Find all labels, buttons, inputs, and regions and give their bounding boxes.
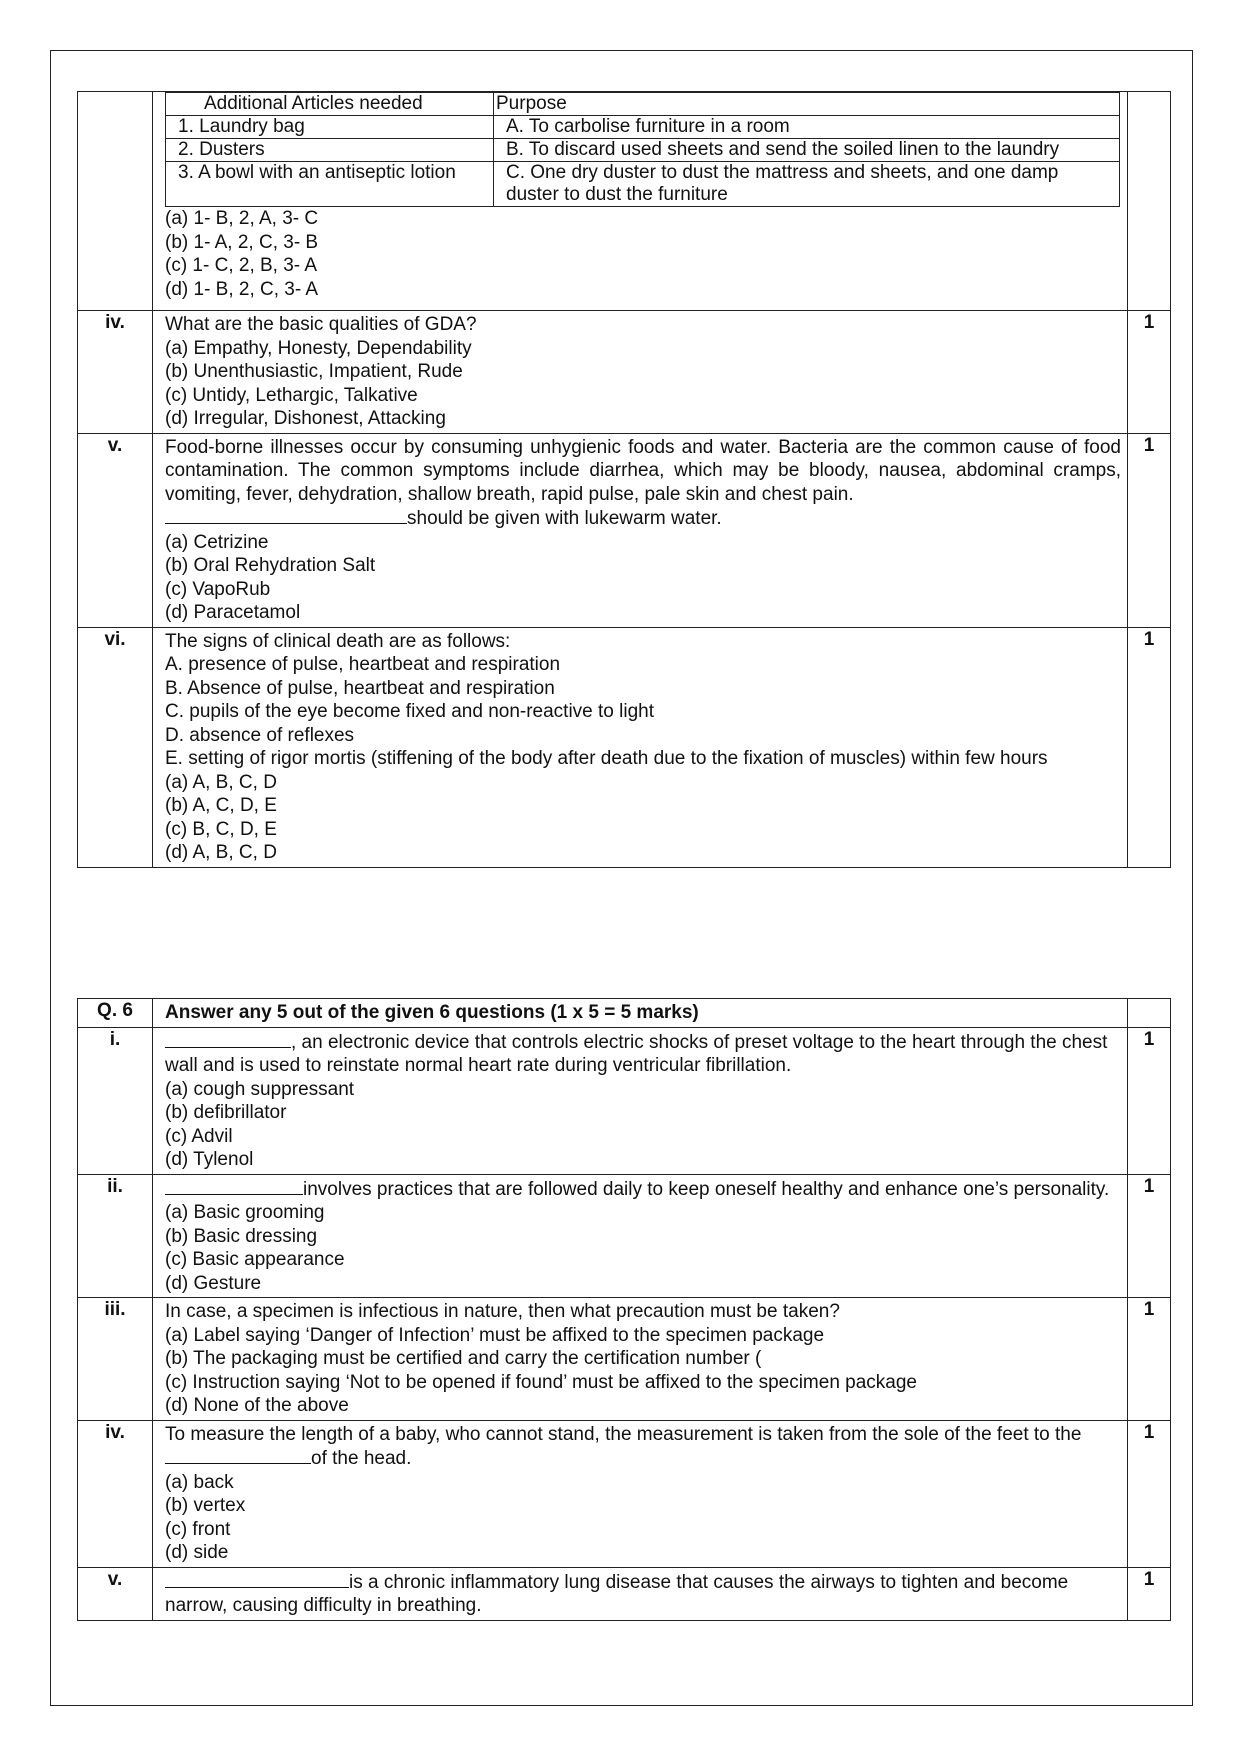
question-text: Food-borne illnesses occur by consuming unhygienic foods and water. Bacteria are the common cause of food contamination. The common symptoms include diarrhea, which may be bloody, nausea, abdominal cramps, vomiting, fever, dehydration, shallow breath, rapid pulse, pale skin and chest pain. xyxy=(165,436,1121,505)
answer-blank xyxy=(165,1446,311,1464)
answer-blank xyxy=(165,1177,303,1195)
statement: C. pupils of the eye become fixed and non-reactive to light xyxy=(165,701,655,722)
fill-in-text: should be given with lukewarm water. xyxy=(407,508,722,529)
marks: 1 xyxy=(1128,1298,1171,1421)
question-row-ii xyxy=(78,1174,1171,1298)
question-row-iv xyxy=(78,1420,1171,1567)
question-row-iv xyxy=(78,311,1171,434)
match-header-articles: Additional Articles needed xyxy=(166,93,494,116)
option: (b) The packaging must be certified and carry the certification number ( xyxy=(165,1348,762,1369)
match-article: 3. A bowl with an antiseptic lotion xyxy=(166,162,494,207)
match-purpose: B. To discard used sheets and send the soiled linen to the laundry xyxy=(494,139,1120,162)
marks: 1 xyxy=(1128,1567,1171,1620)
option: (b) 1- A, 2, C, 3- B xyxy=(165,231,319,253)
question-number: i. xyxy=(78,1027,153,1174)
option: (c) B, C, D, E xyxy=(165,818,277,840)
question-body xyxy=(153,1027,1128,1174)
option: (a) A, B, C, D xyxy=(165,771,277,793)
option: (d) Irregular, Dishonest, Attacking xyxy=(165,408,446,429)
option: (c) front xyxy=(165,1518,231,1540)
question-number: v. xyxy=(78,433,153,627)
option: (d) Paracetamol xyxy=(165,602,301,623)
option: (b) A, C, D, E xyxy=(165,795,277,816)
option: (b) vertex xyxy=(165,1495,246,1516)
question-number: vi. xyxy=(78,627,153,867)
question-row-v xyxy=(78,433,1171,627)
option: (d) Tylenol xyxy=(165,1149,254,1170)
question-number: iv. xyxy=(78,1420,153,1567)
option: (d) side xyxy=(165,1542,229,1563)
option: (a) Label saying ‘Danger of Infection’ must be affixed to the specimen package xyxy=(165,1324,825,1346)
option: (a) Basic grooming xyxy=(165,1202,325,1223)
question-number xyxy=(78,92,153,311)
option: (c) Untidy, Lethargic, Talkative xyxy=(165,384,418,406)
statement: A. presence of pulse, heartbeat and respiration xyxy=(165,654,561,675)
question-text-part: , an electronic device that controls electric shocks of preset voltage to the heart through the chest wall and is used to reinstate normal heart rate during ventricular fibrillation. xyxy=(165,1031,1108,1076)
question-label: Q. 6 xyxy=(78,999,153,1028)
match-row xyxy=(166,162,1120,207)
question-body xyxy=(153,627,1128,867)
question-text: In case, a specimen is infectious in nature, then what precaution must be taken? xyxy=(165,1301,840,1322)
answer-blank xyxy=(165,1570,349,1588)
question-body xyxy=(153,1420,1128,1567)
question-text xyxy=(165,1423,1121,1471)
question-body xyxy=(153,1174,1128,1298)
match-purpose: C. One dry duster to dust the mattress and sheets, and one damp duster to dust the furniture xyxy=(494,162,1120,207)
question-body xyxy=(153,1298,1128,1421)
option: (b) defibrillator xyxy=(165,1102,287,1123)
question-text-part: of the head. xyxy=(311,1448,412,1469)
question-row-iii xyxy=(78,1298,1171,1421)
option: (c) Advil xyxy=(165,1125,233,1147)
question-text: What are the basic qualities of GDA? xyxy=(165,314,477,335)
question-table-upper xyxy=(77,91,1171,868)
option: (c) VapoRub xyxy=(165,578,271,600)
option: (b) Oral Rehydration Salt xyxy=(165,555,376,576)
question-row-v xyxy=(78,1567,1171,1620)
marks: 1 xyxy=(1128,1174,1171,1298)
option: (d) A, B, C, D xyxy=(165,842,277,863)
marks-cell xyxy=(1128,92,1171,311)
marks: 1 xyxy=(1128,1027,1171,1174)
match-header-purpose: Purpose xyxy=(494,93,1120,116)
question-instruction: Answer any 5 out of the given 6 questions (1 x 5 = 5 marks) xyxy=(153,999,1128,1028)
statement: B. Absence of pulse, heartbeat and respiration xyxy=(165,677,555,699)
option: (a) 1- B, 2, A, 3- C xyxy=(165,208,319,229)
marks: 1 xyxy=(1128,311,1171,434)
option: (a) back xyxy=(165,1471,234,1493)
option: (b) Unenthusiastic, Impatient, Rude xyxy=(165,361,463,382)
statement: D. absence of reflexes xyxy=(165,724,355,746)
answer-blank xyxy=(165,1030,291,1048)
question-text xyxy=(165,1177,1121,1202)
answer-blank xyxy=(165,506,407,524)
question-number: iv. xyxy=(78,311,153,434)
question-row-i xyxy=(78,1027,1171,1174)
statement: E. setting of rigor mortis (stiffening of the body after death due to the fixation of muscles) within few hours xyxy=(165,748,1048,769)
marks: 1 xyxy=(1128,433,1171,627)
option: (d) 1- B, 2, C, 3- A xyxy=(165,278,319,300)
option: (d) None of the above xyxy=(165,1395,349,1416)
question-text-part: To measure the length of a baby, who cannot stand, the measurement is taken from the sole of the feet to the xyxy=(165,1423,1082,1445)
question-body xyxy=(153,92,1128,311)
option: (a) cough suppressant xyxy=(165,1078,355,1100)
question-body xyxy=(153,311,1128,434)
q6-header-row xyxy=(78,999,1171,1028)
match-header-row xyxy=(166,93,1120,116)
match-article: 2. Dusters xyxy=(166,139,494,162)
question-text-part: is a chronic inflammatory lung disease that causes the airways to tighten and become narrow, causing difficulty in breathing. xyxy=(165,1571,1069,1616)
question-text: The signs of clinical death are as follows: xyxy=(165,630,511,652)
match-article: 1. Laundry bag xyxy=(166,116,494,139)
option: (d) Gesture xyxy=(165,1272,262,1294)
match-table xyxy=(165,92,1120,207)
question-row-iii xyxy=(78,92,1171,311)
fill-in-line xyxy=(165,506,1121,531)
option: (c) Instruction saying ‘Not to be opened if found’ must be affixed to the specimen package xyxy=(165,1371,917,1393)
option: (a) Cetrizine xyxy=(165,531,269,553)
match-purpose: A. To carbolise furniture in a room xyxy=(494,116,1120,139)
question-row-vi xyxy=(78,627,1171,867)
question-number: v. xyxy=(78,1567,153,1620)
option: (a) Empathy, Honesty, Dependability xyxy=(165,337,472,359)
option: (c) Basic appearance xyxy=(165,1249,345,1270)
option: (c) 1- C, 2, B, 3- A xyxy=(165,255,318,276)
question-number: iii. xyxy=(78,1298,153,1421)
marks: 1 xyxy=(1128,627,1171,867)
match-row xyxy=(166,116,1120,139)
marks: 1 xyxy=(1128,1420,1171,1567)
question-table-q6 xyxy=(77,998,1171,1621)
question-text xyxy=(165,1030,1121,1078)
question-number: ii. xyxy=(78,1174,153,1298)
match-row xyxy=(166,139,1120,162)
question-body xyxy=(153,433,1128,627)
question-text-part: involves practices that are followed daily to keep oneself healthy and enhance one’s personality. xyxy=(303,1178,1110,1200)
question-body xyxy=(153,1567,1128,1620)
question-text xyxy=(165,1570,1121,1618)
option: (b) Basic dressing xyxy=(165,1225,318,1247)
marks-cell xyxy=(1128,999,1171,1028)
